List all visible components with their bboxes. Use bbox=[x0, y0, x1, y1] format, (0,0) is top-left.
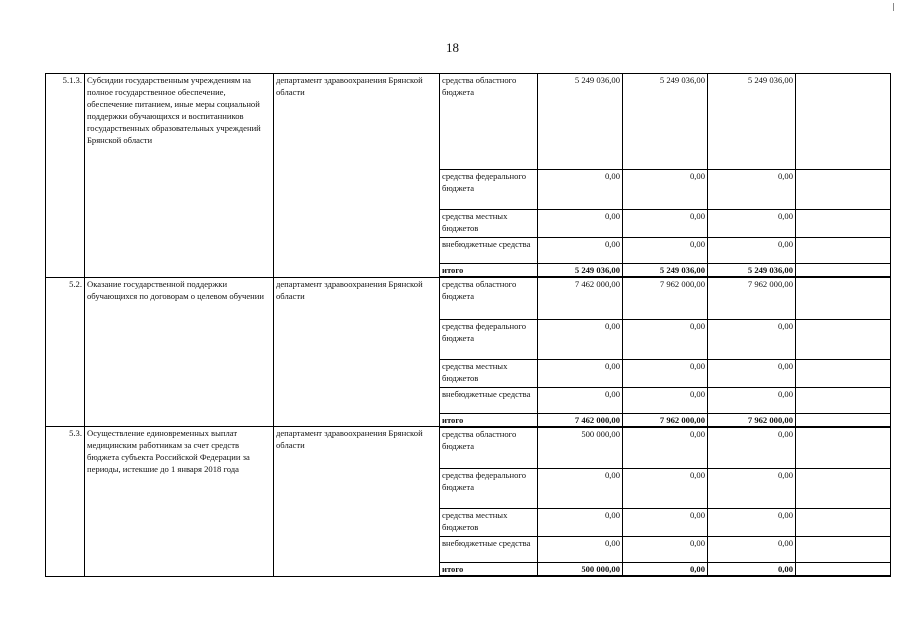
empty-cell bbox=[796, 238, 891, 264]
amount-year-1: 0,00 bbox=[538, 170, 623, 210]
amount-year-2: 0,00 bbox=[623, 359, 708, 387]
amount-year-1: 5 249 036,00 bbox=[538, 264, 623, 278]
section-5-3-row-regional-budget bbox=[46, 427, 891, 469]
section-index: 5.3. bbox=[46, 427, 85, 577]
budget-table-body bbox=[46, 74, 891, 577]
funding-source: средства федерального бюджета bbox=[440, 170, 538, 210]
funding-source: средства местных бюджетов bbox=[440, 359, 538, 387]
funding-source: средства федерального бюджета bbox=[440, 319, 538, 359]
empty-cell bbox=[796, 319, 891, 359]
funding-source: внебюджетные средства bbox=[440, 387, 538, 413]
empty-cell bbox=[796, 277, 891, 319]
empty-cell bbox=[796, 413, 891, 427]
empty-cell bbox=[796, 509, 891, 537]
section-5-2-row-regional-budget bbox=[46, 277, 891, 319]
empty-cell bbox=[796, 387, 891, 413]
empty-cell bbox=[796, 210, 891, 238]
amount-year-1: 0,00 bbox=[538, 210, 623, 238]
amount-year-2: 0,00 bbox=[623, 170, 708, 210]
amount-year-2: 0,00 bbox=[623, 537, 708, 563]
amount-year-3: 0,00 bbox=[708, 563, 796, 577]
amount-year-1: 0,00 bbox=[538, 537, 623, 563]
amount-year-2: 5 249 036,00 bbox=[623, 264, 708, 278]
amount-year-3: 5 249 036,00 bbox=[708, 74, 796, 170]
scan-edge-mark bbox=[893, 3, 894, 11]
amount-year-1: 7 462 000,00 bbox=[538, 413, 623, 427]
section-executor: департамент здравоохранения Брянской области bbox=[274, 277, 440, 427]
section-title: Осуществление единовременных выплат медицинским работникам за счет средств бюджета субъекта Российской Федерации за периоды, истекшие до 1 января 2018 года bbox=[85, 427, 274, 577]
funding-source: средства местных бюджетов bbox=[440, 509, 538, 537]
amount-year-1: 0,00 bbox=[538, 319, 623, 359]
amount-year-1: 0,00 bbox=[538, 238, 623, 264]
amount-year-1: 0,00 bbox=[538, 387, 623, 413]
funding-source: средства федерального бюджета bbox=[440, 469, 538, 509]
amount-year-3: 0,00 bbox=[708, 387, 796, 413]
amount-year-3: 5 249 036,00 bbox=[708, 264, 796, 278]
amount-year-3: 0,00 bbox=[708, 238, 796, 264]
amount-year-2: 0,00 bbox=[623, 387, 708, 413]
amount-year-1: 7 462 000,00 bbox=[538, 277, 623, 319]
amount-year-2: 7 962 000,00 bbox=[623, 413, 708, 427]
amount-year-3: 0,00 bbox=[708, 537, 796, 563]
funding-source: внебюджетные средства bbox=[440, 238, 538, 264]
amount-year-1: 500 000,00 bbox=[538, 563, 623, 577]
section-executor: департамент здравоохранения Брянской области bbox=[274, 74, 440, 278]
amount-year-2: 7 962 000,00 bbox=[623, 277, 708, 319]
amount-year-3: 0,00 bbox=[708, 509, 796, 537]
amount-year-3: 0,00 bbox=[708, 469, 796, 509]
funding-source: средства областного бюджета bbox=[440, 74, 538, 170]
section-executor: департамент здравоохранения Брянской области bbox=[274, 427, 440, 577]
amount-year-1: 0,00 bbox=[538, 509, 623, 537]
funding-source: итого bbox=[440, 413, 538, 427]
funding-source: внебюджетные средства bbox=[440, 537, 538, 563]
funding-source: итого bbox=[440, 563, 538, 577]
page-number: 18 bbox=[446, 40, 459, 55]
empty-cell bbox=[796, 537, 891, 563]
amount-year-1: 500 000,00 bbox=[538, 427, 623, 469]
amount-year-2: 0,00 bbox=[623, 427, 708, 469]
funding-source: средства областного бюджета bbox=[440, 277, 538, 319]
empty-cell bbox=[796, 427, 891, 469]
empty-cell bbox=[796, 74, 891, 170]
section-index: 5.1.3. bbox=[46, 74, 85, 278]
amount-year-3: 0,00 bbox=[708, 427, 796, 469]
amount-year-1: 0,00 bbox=[538, 359, 623, 387]
funding-source: средства местных бюджетов bbox=[440, 210, 538, 238]
funding-source: средства областного бюджета bbox=[440, 427, 538, 469]
amount-year-2: 5 249 036,00 bbox=[623, 74, 708, 170]
section-title: Субсидии государственным учреждениям на полное государственное обеспечение, обеспечение питанием, иные меры социальной поддержки обучающихся и воспитанников государственных образовательных учреждений Брянской области bbox=[85, 74, 274, 278]
section-index: 5.2. bbox=[46, 277, 85, 427]
amount-year-3: 0,00 bbox=[708, 210, 796, 238]
amount-year-3: 0,00 bbox=[708, 359, 796, 387]
amount-year-3: 0,00 bbox=[708, 319, 796, 359]
amount-year-2: 0,00 bbox=[623, 509, 708, 537]
budget-table bbox=[45, 73, 891, 577]
amount-year-1: 0,00 bbox=[538, 469, 623, 509]
amount-year-2: 0,00 bbox=[623, 469, 708, 509]
amount-year-2: 0,00 bbox=[623, 563, 708, 577]
funding-source: итого bbox=[440, 264, 538, 278]
amount-year-2: 0,00 bbox=[623, 238, 708, 264]
empty-cell bbox=[796, 469, 891, 509]
amount-year-1: 5 249 036,00 bbox=[538, 74, 623, 170]
amount-year-3: 7 962 000,00 bbox=[708, 413, 796, 427]
amount-year-2: 0,00 bbox=[623, 210, 708, 238]
amount-year-3: 7 962 000,00 bbox=[708, 277, 796, 319]
empty-cell bbox=[796, 170, 891, 210]
empty-cell bbox=[796, 359, 891, 387]
section-5-1-3-row-regional-budget bbox=[46, 74, 891, 170]
amount-year-3: 0,00 bbox=[708, 170, 796, 210]
section-title: Оказание государственной поддержки обучающихся по договорам о целевом обучении bbox=[85, 277, 274, 427]
empty-cell bbox=[796, 563, 891, 577]
amount-year-2: 0,00 bbox=[623, 319, 708, 359]
empty-cell bbox=[796, 264, 891, 278]
